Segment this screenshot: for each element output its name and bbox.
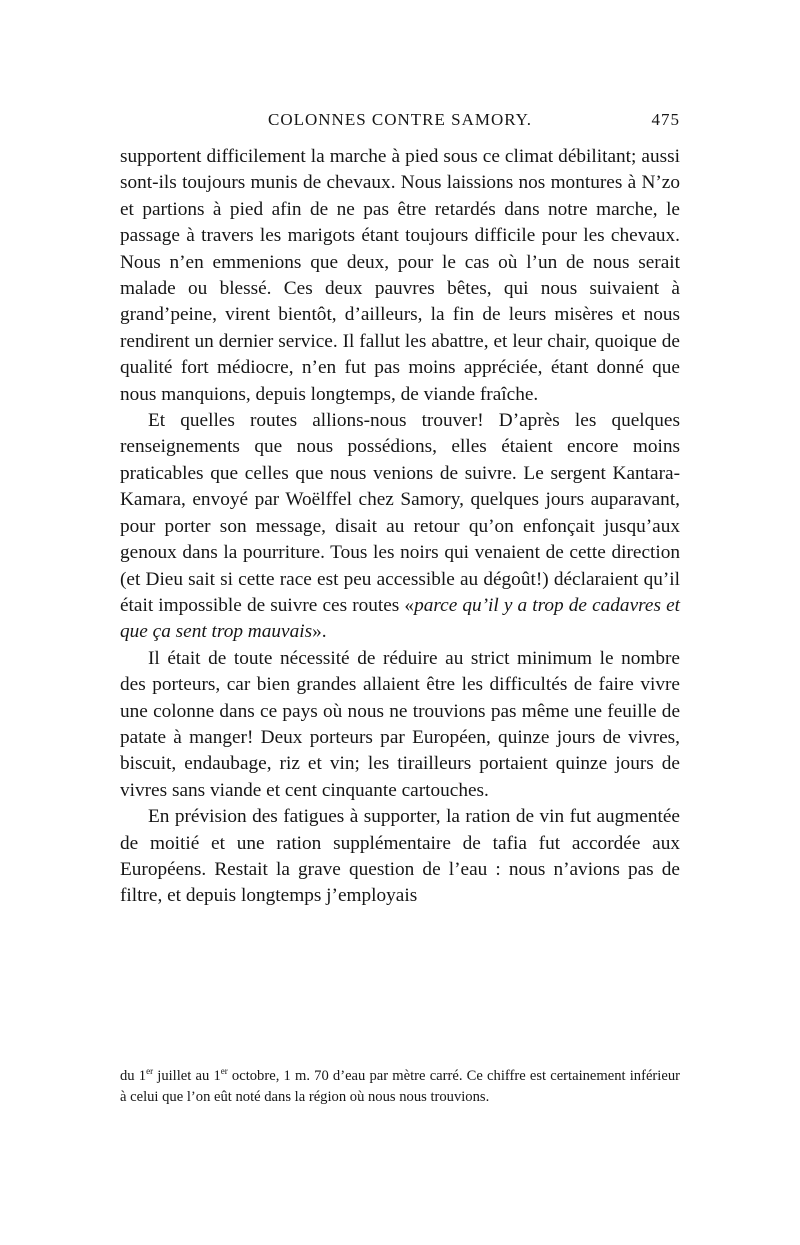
footnote-number: 1 [138, 1068, 147, 1084]
paragraph: En prévision des fatigues à supporter, la ration de vin fut augmentée de moitié et une ration supplémentaire de tafia fut accordée aux Européens. Restait la grave question de l’eau : nous n’avions pas de filtre, et depuis longtemps j’employais [120, 806, 680, 907]
paragraph [120, 408, 680, 646]
book-page [120, 110, 680, 910]
paragraph: Il était de toute nécessité de réduire au strict minimum le nombre des porteurs, car bien grandes allaient être les difficultés de faire vivre une colonne dans ce pays où nous ne trouvions pas même une feuille de patate à manger! Deux porteurs par Européen, quinze jours de vivres, biscuit, endaubage, riz et vin; les tirailleurs portaient quinze jours de vivres sans viande et cent cinquante cartouches. [120, 647, 680, 801]
body-text [120, 144, 680, 910]
paragraph-text: ». [312, 621, 327, 643]
footnote-text: octobre, 1 m. 70 d’eau par mètre carré. Ce chiffre est certainement inférieur à celui que l’on eût noté dans la région où nous nous trouvions. [120, 1068, 680, 1105]
page-number: 475 [651, 110, 680, 129]
paragraph: supportent difficilement la marche à pied sous ce climat débilitant; aussi sont-ils toujours munis de chevaux. Nous laissions nos montures à N’zo et partions à pied afin de ne pas être retardés dans notre marche, le passage à travers les marigots étant toujours difficile pour les chevaux. Nous n’en emmenions que deux, pour le cas où l’un de nous serait malade ou blessé. Ces deux pauvres bêtes, qui nous suivaient à grand’peine, virent bientôt, d’ailleurs, la fin de leurs misères et nous rendirent un dernier service. Il fallut les abattre, et leur chair, quoique de qualité fort médiocre, n’en fut pas moins appréciée, étant donné que nous manquions, depuis longtemps, de viande fraîche. [120, 146, 680, 405]
footnote [120, 1066, 680, 1108]
running-head [120, 110, 680, 138]
quotation: parce qu’il y a trop de cadavres et que ça sent trop mauvais [120, 594, 680, 643]
footnote-text: juillet au [153, 1068, 214, 1084]
paragraph-text: Et quelles routes allions-nous trouver! D’après les quelques renseignements que nous possédions, elles étaient encore moins praticables que celles que nous venions de suivre. Le sergent Kantara-Kamara, envoyé par Woëlffel chez Samory, quelques jours auparavant, pour porter son message, disait au retour qu’on enfonçait jusqu’aux genoux dans la pourriture. Tous les noirs qui venaient de cette direction (et Dieu sait si cette race est peu accessible au dégoût!) déclaraient qu’il était impossible de suivre ces routes « [120, 410, 680, 616]
footnote-superscript: er [220, 1066, 228, 1077]
running-title: COLONNES CONTRE SAMORY. [267, 110, 533, 129]
footnote-number: 1 [213, 1068, 221, 1084]
footnote-superscript: er [146, 1066, 154, 1077]
footnote-text: du [120, 1068, 139, 1084]
